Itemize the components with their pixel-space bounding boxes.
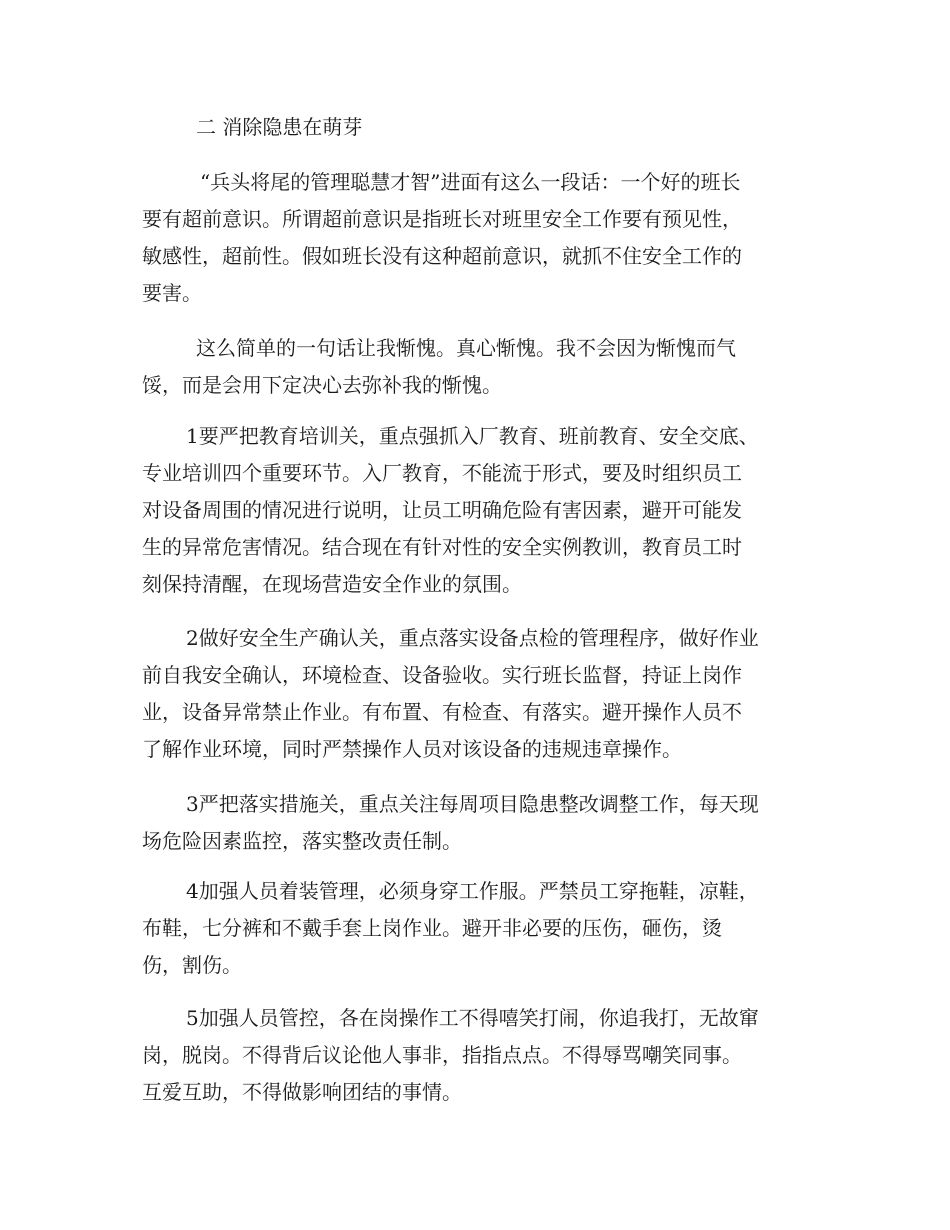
paragraph-7-line-2: 岗，脱岗。不得背后议论他人事非，指指点点。不得辱骂嘲笑同事。 <box>142 1043 742 1067</box>
paragraph-1-line-4: 要害。 <box>142 281 202 305</box>
paragraph-4-line-4: 了解作业环境，同时严禁操作人员对该设备的违规违章操作。 <box>142 737 682 761</box>
paragraph-1-line-1: “兵头将尾的管理聪慧才智”进面有这么一段话：一个好的班长 <box>200 170 741 194</box>
paragraph-4-line-2: 前自我安全确认，环境检查、设备验收。实行班长监督，持证上岗作 <box>142 663 742 687</box>
paragraph-1-line-3: 敏感性，超前性。假如班长没有这种超前意识，就抓不住安全工作的 <box>142 244 742 268</box>
section-heading: 二 消除隐患在萌芽 <box>196 115 363 139</box>
paragraph-7-line-1: 5加强人员管控，各在岗操作工不得嘻笑打闹，你追我打，无故窜 <box>186 1006 759 1030</box>
paragraph-3-line-2: 专业培训四个重要环节。入厂教育，不能流于形式，要及时组织员工 <box>142 461 742 485</box>
paragraph-4-line-3: 业，设备异常禁止作业。有布置、有检查、有落实。避开操作人员不 <box>142 700 742 724</box>
paragraph-5-line-2: 场危险因素监控，落实整改责任制。 <box>142 829 462 853</box>
paragraph-4-line-1: 2做好安全生产确认关，重点落实设备点检的管理程序，做好作业 <box>186 626 759 650</box>
paragraph-6-line-3: 伤，割伤。 <box>142 953 242 977</box>
paragraph-3-line-1: 1要严把教育培训关，重点强抓入厂教育、班前教育、安全交底、 <box>186 424 759 448</box>
paragraph-5-line-1: 3严把落实措施关，重点关注每周项目隐患整改调整工作，每天现 <box>186 792 759 816</box>
paragraph-3-line-4: 生的异常危害情况。结合现在有针对性的安全实例教训，教育员工时 <box>142 535 742 559</box>
paragraph-6-line-2: 布鞋，七分裤和不戴手套上岗作业。避开非必要的压伤，砸伤，烫 <box>142 916 722 940</box>
paragraph-2-line-1: 这么简单的一句话让我惭愧。真心惭愧。我不会因为惭愧而气 <box>196 336 736 360</box>
paragraph-2-line-2: 馁，而是会用下定决心去弥补我的惭愧。 <box>142 373 502 397</box>
paragraph-1-line-2: 要有超前意识。所谓超前意识是指班长对班里安全工作要有预见性， <box>142 207 742 231</box>
paragraph-7-line-3: 互爱互助，不得做影响团结的事情。 <box>142 1080 462 1104</box>
paragraph-6-line-1: 4加强人员着装管理，必须身穿工作服。严禁员工穿拖鞋，凉鞋， <box>186 879 759 903</box>
paragraph-3-line-5: 刻保持清醒，在现场营造安全作业的氛围。 <box>142 572 522 596</box>
paragraph-3-line-3: 对设备周围的情况进行说明，让员工明确危险有害因素，避开可能发 <box>142 498 742 522</box>
